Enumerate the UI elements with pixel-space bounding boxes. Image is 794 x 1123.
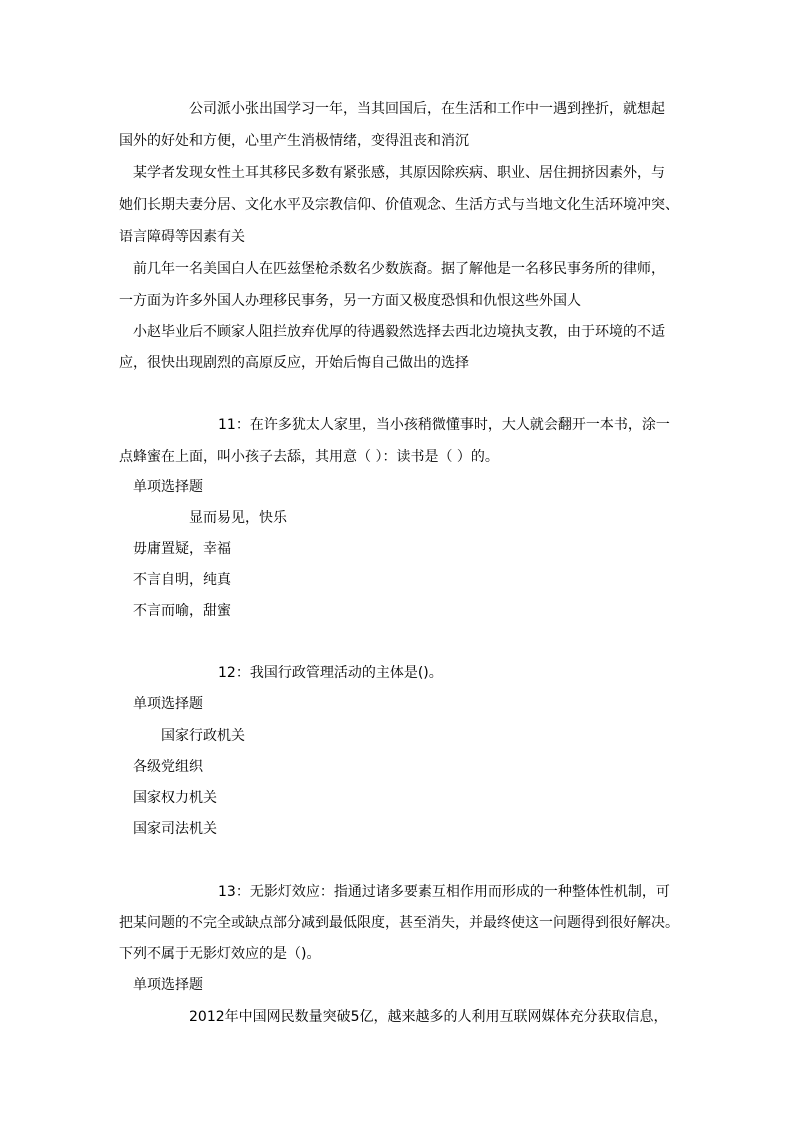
question-11-option: 不言而喻，甜蜜 xyxy=(133,603,231,619)
question-13-stem: 把某问题的不完全或缺点部分减到最低限度，甚至消失，并最终使这一问题得到很好解决。 xyxy=(119,915,679,931)
question-11-option: 显而易见，快乐 xyxy=(189,510,287,526)
question-13-stem: 13：无影灯效应：指通过诸多要素互相作用而形成的一种整体性机制，可 xyxy=(218,884,670,900)
question-12-stem: 12：我国行政管理活动的主体是()。 xyxy=(218,665,443,681)
question-13-type: 单项选择题 xyxy=(133,977,203,993)
passage-line: 语言障碍等因素有关 xyxy=(119,229,245,245)
question-12-type: 单项选择题 xyxy=(133,696,203,712)
passage-line: 公司派小张出国学习一年，当其回国后，在生活和工作中一遇到挫折，就想起 xyxy=(189,101,665,117)
question-11-option: 毋庸置疑，幸福 xyxy=(133,541,231,557)
question-12-option: 各级党组织 xyxy=(133,759,203,775)
passage-line: 小赵毕业后不顾家人阻拦放弃优厚的待遇毅然选择去西北边境执支教，由于环境的不适 xyxy=(133,324,665,340)
question-11-stem: 点蜂蜜在上面，叫小孩子去舔，其用意（ ）：读书是（ ）的。 xyxy=(119,449,499,465)
question-12-option: 国家行政机关 xyxy=(161,728,245,744)
passage-line: 前几年一名美国白人在匹兹堡枪杀数名少数族裔。据了解他是一名移民事务所的律师， xyxy=(133,261,665,277)
passage-line: 应，很快出现剧烈的高原反应，开始后悔自己做出的选择 xyxy=(119,355,469,371)
question-13-option: 2012年中国网民数量突破5亿，越来越多的人利用互联网媒体充分获取信息， xyxy=(189,1009,668,1025)
question-13-stem: 下列不属于无影灯效应的是（)。 xyxy=(119,946,321,962)
passage-line: 国外的好处和方便，心里产生消极情绪，变得沮丧和消沉 xyxy=(119,133,469,149)
passage-line: 某学者发现女性土耳其移民多数有紧张感，其原因除疾病、职业、居住拥挤因素外，与 xyxy=(133,165,665,181)
question-11-stem: 11：在许多犹太人家里，当小孩稍微懂事时，大人就会翻开一本书，涂一 xyxy=(218,417,670,433)
question-11-option: 不言自明，纯真 xyxy=(133,572,231,588)
question-12-option: 国家权力机关 xyxy=(133,790,217,806)
passage-line: 她们长期夫妻分居、文化水平及宗教信仰、价值观念、生活方式与当地文化生活环境冲突、 xyxy=(119,197,679,213)
passage-line: 一方面为许多外国人办理移民事务，另一方面又极度恐惧和仇恨这些外国人 xyxy=(119,293,581,309)
question-12-option: 国家司法机关 xyxy=(133,821,217,837)
question-11-type: 单项选择题 xyxy=(133,479,203,495)
